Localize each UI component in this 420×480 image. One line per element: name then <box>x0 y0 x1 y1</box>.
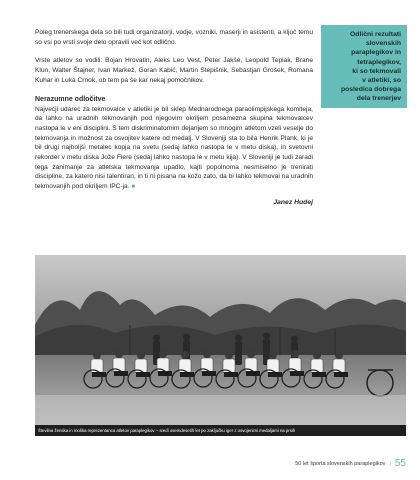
section-paragraph-text: Največji udarec za tekmovalce v atletiki je bil sklep Mednarodnega paraolimpijskega komiteja, da lahko na uradnih tekmovanjih pod njegovim okriljem posamezna skupina tekmovalcev nastopa le v eni disciplini. S tem diskriminatornim dejanjem so mnogim atletom vzeli veselje do tekmovanja in možnost za osvojitev katere od medalj. V Sloveniji sta to bila Henrik Plank, ki je bil drugi najboljši metalec kopja na svetu (sedaj lahko nastopa le v metu diska), in svetovni rekorder v metu diska Jože Flere (sedaj lahko nastopa le v metu kija). V Sloveniji je tudi zaradi tega zanimanje za atletska tekmovanja upadlo, kajti popolnoma nesmiselno je trenirati discipline, za katero nisi talentiran, in ti ni pisana na kožo zato, da bi lahko tekmoval na uradnih tekmovanjih pod okriljem IPC-ja. <box>35 105 313 191</box>
article-column <box>35 28 313 206</box>
footer-separator: | <box>389 460 391 467</box>
page-footer <box>295 458 406 469</box>
team-photo <box>35 255 406 425</box>
intro-paragraph: Poleg trenerskega dela so bili tudi organizatorji, vodje, vozniki, maserji in asistenti, a ključ temu so vsi po vrsti svoje delo opravili več kot odlično. <box>35 29 313 46</box>
sidebar-callout-text: Odlični rezultati slovenskih paraplegikov in tetraplegikov, ki so tekmovali v atletiki, so posledica dobrega dela trenerjev <box>340 31 401 103</box>
photo-caption: Številna ženska in moška reprezentanca atletov paraplegikov – sredi osemdesetih let po zaključku iger z osvojenimi medaljami na prsih <box>35 425 406 436</box>
section-paragraph <box>35 105 313 193</box>
sidebar-callout-box <box>321 25 407 108</box>
section-heading: Nerazumne odločitve <box>35 95 106 103</box>
coaches-paragraph: Vrste atletov so vodili: Bojan Hrovatin, Aleks Leo Vest, Peter Jakše, Leopold Teplak, Brane Klun, Walter Štajner, Ivan Markež, Goran Kabić, Martin Stepišnik, Sebastjan Grošek, Romana Kuhar in Luka Crnok, ob tem pa še kar nekaj pomočnikov. <box>35 57 313 84</box>
running-title: 50 let športa slovenskih paraplegikov <box>295 460 386 467</box>
page-number: 55 <box>394 458 406 469</box>
end-mark-icon: ■ <box>131 184 136 191</box>
team-photo-illustration <box>35 255 406 425</box>
author-signature: Janez Hudej <box>273 198 313 206</box>
